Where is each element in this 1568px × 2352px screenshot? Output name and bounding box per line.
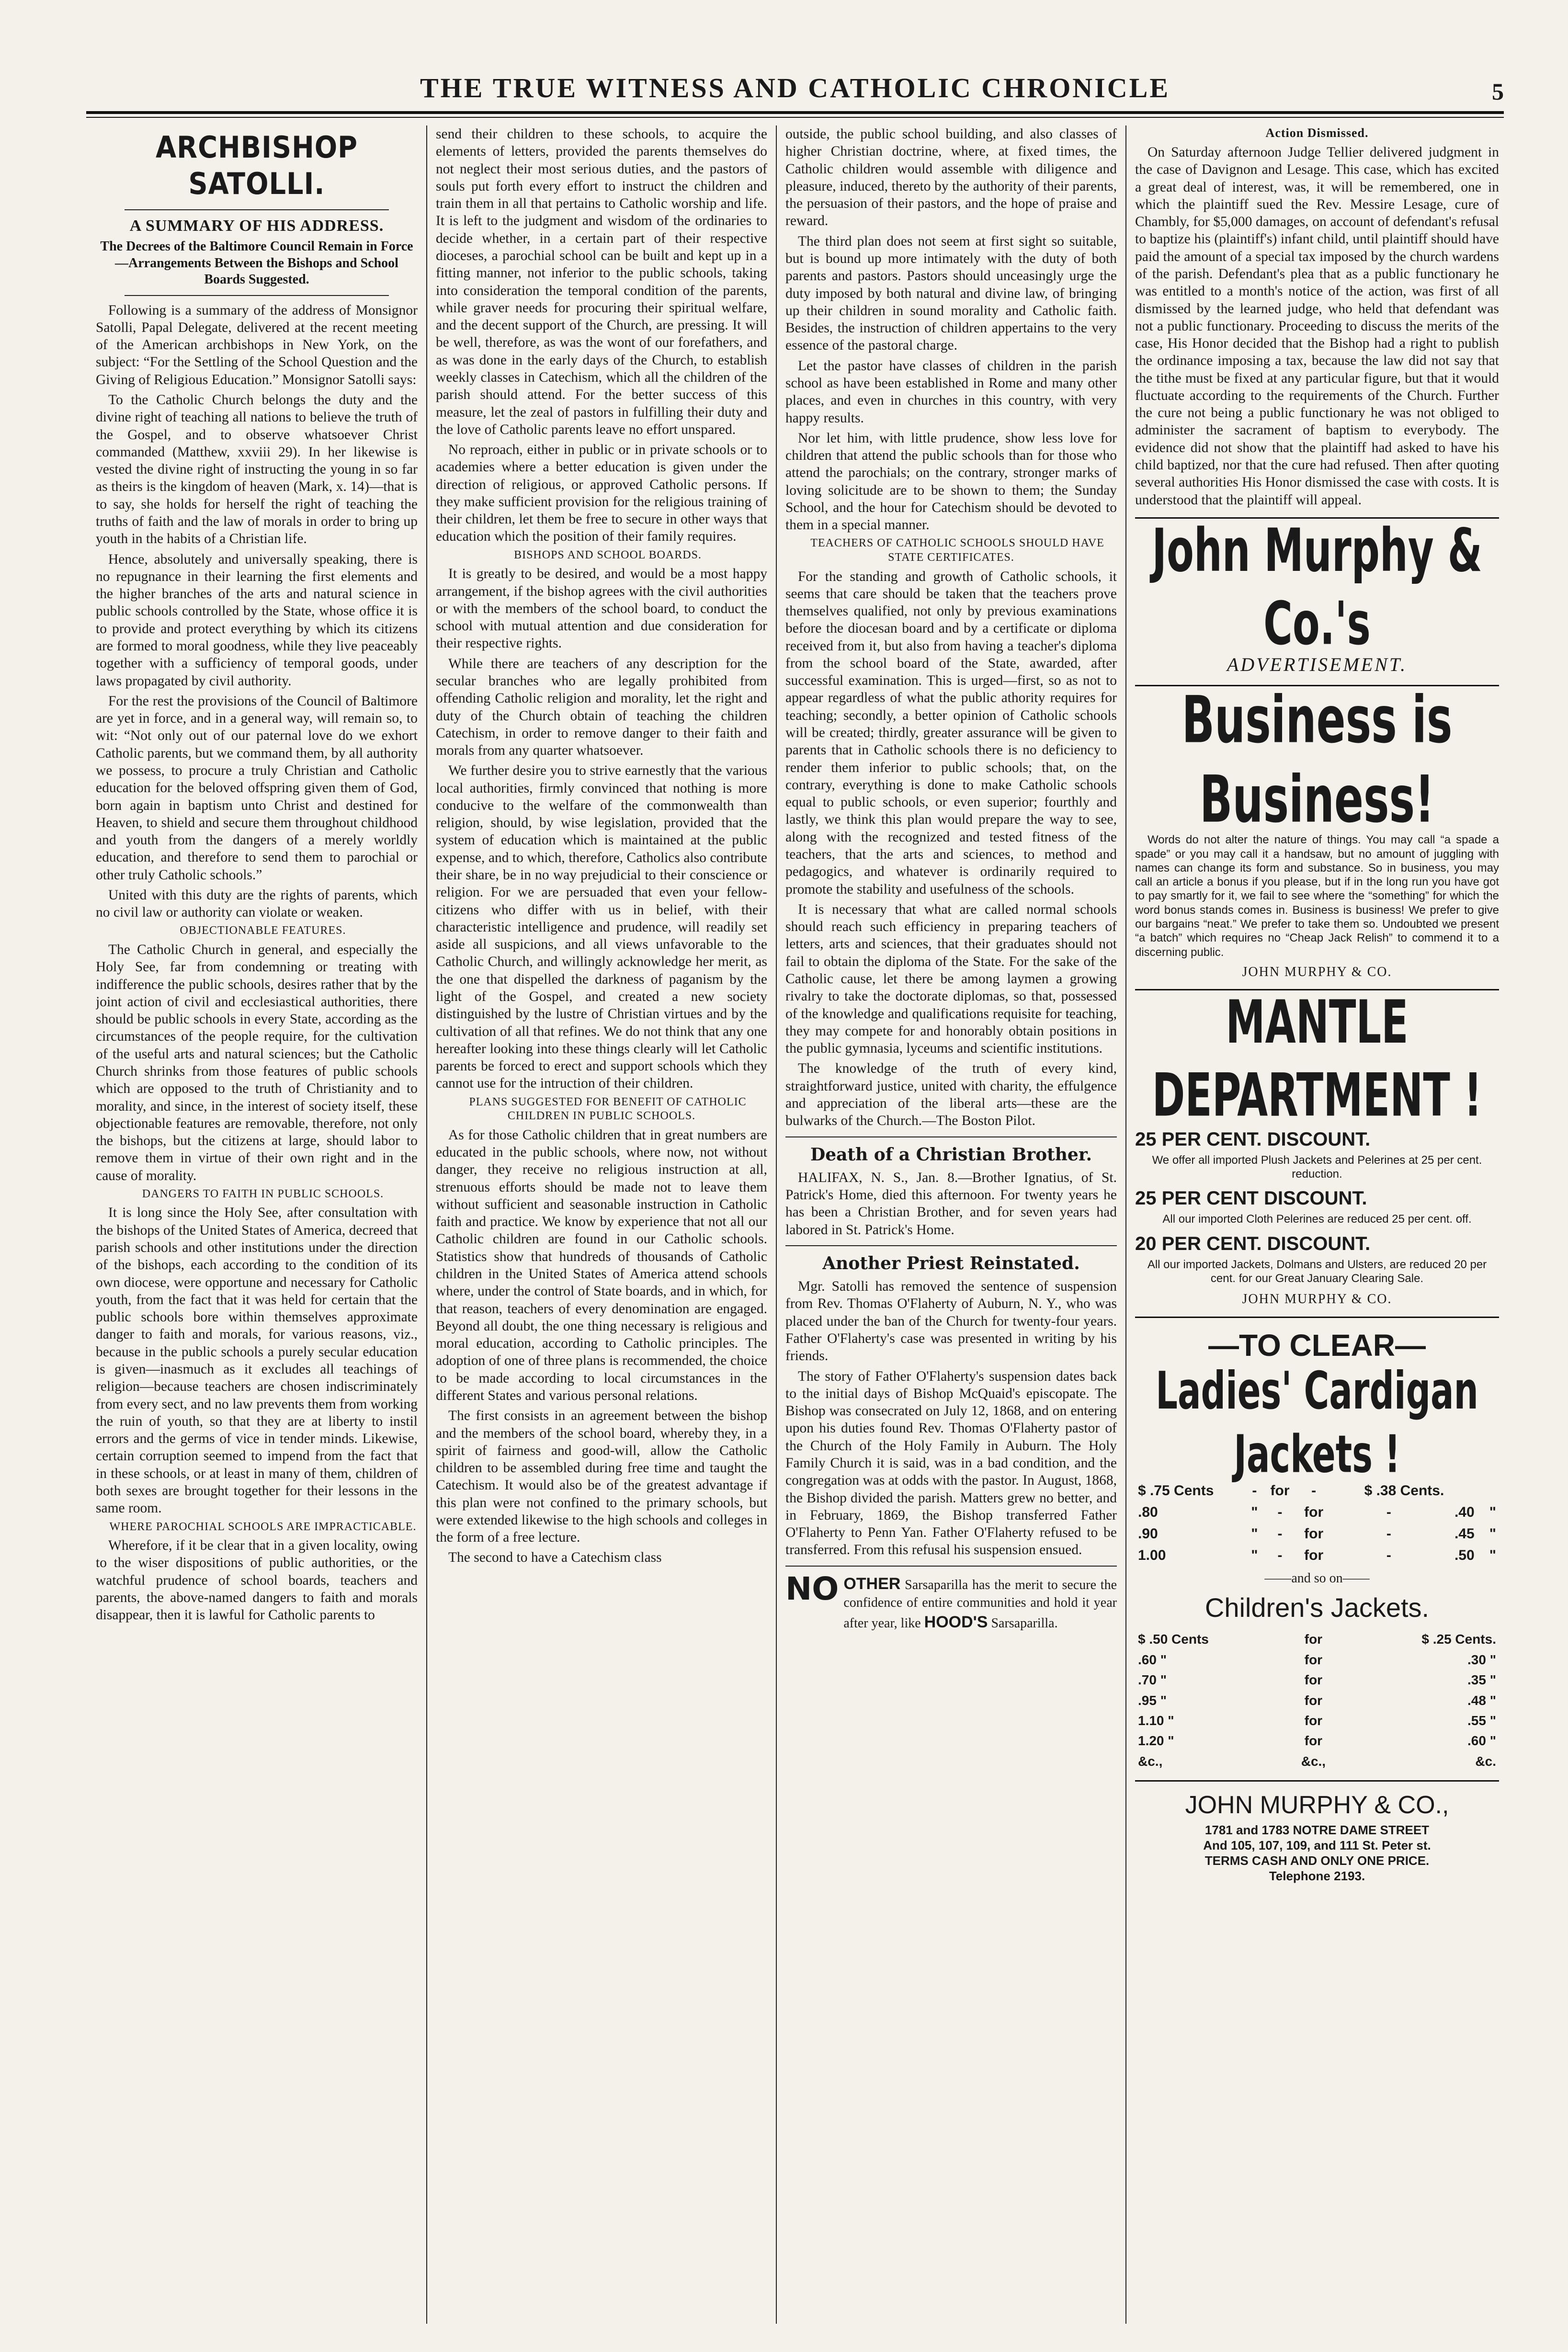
- price-cell: -: [1311, 1483, 1317, 1499]
- price-cell: for: [1304, 1652, 1323, 1667]
- ad-brand: HOOD'S: [924, 1613, 988, 1632]
- paragraph: HALIFAX, N. S., Jan. 8.—Brother Ignatius, of St. Patrick's Home, died this afternoon. For twenty years he has been a Christian Brother, and for seven years had labored in St. Patrick's Home.: [785, 1170, 1117, 1238]
- price-cell: for: [1304, 1504, 1324, 1521]
- paragraph: Hence, absolutely and universally speaking, there is no repugnance in their learning the first elements and the higher branches of the arts and natural science in public schools controlled by the State, whose office it is to provide and protect everything by which its citizens are formed to moral goodness, while they live peaceably together with a sufficiency of temporal goods, under laws propagated by civil authority.: [96, 551, 418, 689]
- paragraph: Nor let him, with little prudence, show less love for children that attend the public schools than for those who attend the parochials; on the contrary, stronger marks of loving solicitude are to be shown to them; the Sunday School, and the hour for Catechism should be devoted to them in a special manner.: [785, 430, 1117, 533]
- discount-text: All our imported Jackets, Dolmans and Ulsters, are reduced 20 per cent. for our Great January Clearing Sale.: [1147, 1258, 1487, 1285]
- paragraph: Following is a summary of the address of Monsignor Satolli, Papal Delegate, delivered at the recent meeting of the American archbishops in New York, on the subject: “For the Settling of the School Question and the Giving of Religious Education.” Monsignor Satolli says:: [96, 302, 418, 387]
- price-cell: for: [1304, 1672, 1323, 1688]
- price-cell: $ .38 Cents.: [1364, 1483, 1444, 1499]
- newspaper-title: THE TRUE WITNESS AND CATHOLIC CHRONICLE: [420, 72, 1170, 103]
- paragraph: United with this duty are the rights of parents, which no civil law or authority can violate or weaken.: [96, 887, 418, 920]
- murphy-ad: [1135, 516, 1499, 677]
- ad-text: Sarsaparilla has the merit to secure the confidence of entire communities and hold it year after year, like: [843, 1577, 1117, 1631]
- firm-name: JOHN MURPHY & CO.,: [1185, 1791, 1449, 1819]
- divider: [125, 209, 389, 210]
- price-cell: &c.,: [1301, 1753, 1326, 1769]
- article-deck: The Decrees of the Baltimore Council Remain in Force—Arrangements Between the Bishops and School Boards Suggested.: [100, 239, 413, 287]
- ad-initials: NO: [785, 1570, 839, 1607]
- price-cell: -: [1277, 1526, 1283, 1542]
- divider: [125, 295, 389, 296]
- price-cell: -: [1386, 1526, 1391, 1542]
- ad-title: Ladies' Cardigan Jackets !: [1156, 1360, 1478, 1485]
- paragraph: We further desire you to strive earnestly that the various local authorities, firmly convinced that nothing is more conducive to the welfare of the commonwealth than religion, should, by wise legislation, provided that the system of education which is maintained at the public expense, and to which, therefore, Catholics also contribute their share, be in no way prejudicial to their conscience or religion. For we are persuaded that even your fellow-citizens who differ with us in belief, with their characteristic intelligence and prudence, will readily set aside all suspicions, and all views unfavorable to the Catholic Church, and willingly acknowledge her merit, as the one that dispelled the darkness of paganism by the light of the Gospel, and created a new society distinguished by the lustre of Christian virtues and by the cultivation of all that refines. We do not think that any one hereafter looking into these things clearly will let Catholic parents be forced to erect and support schools which they cannot use for the intruction of their children.: [436, 763, 767, 1091]
- price-row: [1135, 1545, 1499, 1567]
- price-cell: &c.,: [1138, 1753, 1163, 1769]
- price-cell: $ .75 Cents: [1138, 1483, 1214, 1499]
- price-row: [1135, 1523, 1499, 1545]
- price-cell: .40: [1454, 1504, 1475, 1521]
- ad-keyword: OTHER: [843, 1574, 901, 1593]
- ladies-price-table: [1135, 1480, 1499, 1567]
- article-headline: Action Dismissed.: [1265, 126, 1369, 140]
- paragraph: The Catholic Church in general, and especially the Holy See, far from condemning or treating with indifference the public schools, desires rather that by the joint action of civil and ecclesiastical authorities, there should be public schools in every State, according as the circumstances of the people require, for the cultivation of the useful arts and natural sciences; but the Catholic Church shrinks from those features of public schools which are opposed to the truth of Christianity and to morality, and since, in the interest of society itself, these objectionable features are removable, therefore, not only the bishops, but the citizens at large, should labor to remove them in virtue of their own right and in the cause of morality.: [96, 942, 418, 1183]
- paragraph: For the rest the provisions of the Council of Baltimore are yet in force, and in a general way, will remain so, to wit: “Not only out of our paternal love do we exhort Catholic parents, but we command them, by all authority we possess, to procure a truly Christian and Catholic education for the beloved offspring given them of God, born again in baptism unto Christ and destined for Heaven, to shield and secure them throughout childhood and youth from the dangers of a merely worldly education, and therefore to send them to parochial or other truly Catholic schools.”: [96, 693, 418, 883]
- address-line: 1781 and 1783 NOTRE DAME STREET: [1204, 1823, 1430, 1838]
- price-cell: -: [1277, 1547, 1283, 1564]
- price-cell: .70 ": [1138, 1672, 1167, 1688]
- paragraph: As for those Catholic children that in great numbers are educated in the public schools, where now, not without danger, they receive no religious instruction at all, strenuous efforts should be made not to leave them without sufficient and seasonable instruction in Catholic faith and practice. We know by experience that not all our Catholic children are found in our Catholic schools. Statistics show that hundreds of thousands of Catholic children in the United States of America attend schools where, under the control of State boards, and in which, for that reason, teachers of every denomination are engaged. Beyond all doubt, the one thing necessary is religious and moral education, according to Catholic principles. The adoption of one of three plans is recommended, the choice to be made according to local circumstances in the different States and various personal relations.: [436, 1127, 767, 1403]
- price-cell: for: [1304, 1713, 1323, 1728]
- price-cell: .30 ": [1467, 1652, 1496, 1667]
- price-cell: -: [1252, 1483, 1257, 1499]
- ad-body: [843, 1573, 1117, 1633]
- and-so-on: ——and so on——: [1264, 1570, 1370, 1586]
- price-cell: .55 ": [1467, 1713, 1496, 1728]
- discount-heading: 25 PER CENT. DISCOUNT.: [1135, 1128, 1371, 1150]
- hoods-advertisement: [785, 1570, 1117, 1633]
- masthead-rule: [86, 111, 1504, 114]
- divider: [1135, 1780, 1499, 1782]
- column-rule: [1125, 125, 1126, 2324]
- column-1: [96, 125, 418, 2324]
- paragraph: On Saturday afternoon Judge Tellier delivered judgment in the case of Davignon and Lesage. This case, which has excited a great deal of interest, was, it will be remembered, one in which the plaintiff sued the Rev. Messire Lesage, cure of Chambly, for $5,000 damages, on account of defendant's refusal to baptize his (plaintiff's) infant child, until plaintiff should have paid the amount of a special tax imposed by the church wardens of the parish. Defendant's plea that as a public functionary he was entitled to a month's notice of the action, was first of all dismissed by the learned judge, who held that defendant was not a public functionary. Proceeding to discuss the merits of the case, His Honor decided that the Bishop had a right to publish the ordinance imposing a tax, because the law did not say that the tithe must be fixed at any particular figure, but that it would fluctuate according to the requirements of the Church. Further the cure not being a public functionary he was not obliged to administer the sacrament of baptism to everybody. The evidence did not show that the plaintiff had asked to have his child baptized, nor that the cure had refused. Then after quoting several authorities His Honor dismissed the case with costs. It is understood that the plaintiff will appeal.: [1135, 144, 1499, 508]
- column-3: [785, 125, 1117, 2324]
- ad-title: Business is Business!: [1182, 682, 1453, 838]
- section-heading: PLANS SUGGESTED FOR BENEFIT OF CATHOLIC CHILDREN IN PUBLIC SCHOOLS.: [469, 1095, 747, 1123]
- page-number: 5: [1492, 78, 1504, 105]
- price-cell: 1.00: [1138, 1547, 1166, 1564]
- discount-text: We offer all imported Plush Jackets and Pelerines at 25 per cent. reduction.: [1152, 1153, 1482, 1181]
- price-cell: .45: [1454, 1526, 1475, 1542]
- price-cell: 1.20 ": [1138, 1733, 1174, 1749]
- ad-title: John Murphy & Co.'s: [1152, 516, 1482, 659]
- divider: [785, 1566, 1117, 1567]
- price-cell: .50: [1454, 1547, 1475, 1564]
- article-subheadline: A SUMMARY OF HIS ADDRESS.: [129, 216, 384, 235]
- masthead-rule-thin: [86, 117, 1504, 118]
- price-row: [1135, 1751, 1499, 1772]
- discount-heading: 20 PER CENT. DISCOUNT.: [1135, 1233, 1371, 1254]
- price-cell: for: [1304, 1693, 1323, 1708]
- price-cell: for: [1304, 1526, 1324, 1542]
- price-cell: for: [1304, 1547, 1324, 1564]
- price-row: [1135, 1629, 1499, 1649]
- price-cell: .80: [1138, 1504, 1158, 1521]
- price-cell: for: [1270, 1483, 1290, 1499]
- price-cell: ": [1251, 1504, 1258, 1521]
- ad-heading: Children's Jackets.: [1204, 1592, 1430, 1623]
- address-line: And 105, 107, 109, and 111 St. Peter st.: [1203, 1838, 1431, 1853]
- address-line: Telephone 2193.: [1269, 1869, 1365, 1884]
- price-cell: .35 ": [1467, 1672, 1496, 1688]
- price-cell: for: [1304, 1733, 1323, 1749]
- price-cell: .95 ": [1138, 1693, 1167, 1708]
- section-heading: OBJECTIONABLE FEATURES.: [180, 924, 346, 937]
- column-rule: [776, 125, 777, 2324]
- paragraph: The second to have a Catechism class: [448, 1550, 662, 1566]
- signature: JOHN MURPHY & CO.: [1242, 964, 1392, 979]
- paragraph: While there are teachers of any description for the secular branches who are legally prohibited from offending Catholic religion and morality, let the right and duty of the Church obtain of teaching the children Catechism, in order to remove danger to their faith and morals from any quarter whatsoever.: [436, 656, 767, 759]
- divider: [1135, 1317, 1499, 1318]
- paragraph: The story of Father O'Flaherty's suspension dates back to the initial days of Bishop McQuaid's episcopate. The Bishop was consecrated on July 12, 1868, and on entering upon his duties found Rev. Thomas O'Flaherty pastor of the Church of the Holy Family in Auburn. The Holy Family Church it is said, was in a bad condition, and the congregation was at odds with the pastor. In August, 1868, the Bishop divided the parish. Matters grew no better, and in February, 1869, the Bishop transferred Father O'Flaherty to Penn Yan. Father O'Flaherty refused to be transferred. From this refusal his suspension ensued.: [785, 1368, 1117, 1558]
- price-cell: .60 ": [1467, 1733, 1496, 1749]
- paragraph: No reproach, either in public or in private schools or to academies where a better education is given under the direction of religious, or approved Catholic persons. If they make sufficient provision for the religious training of their children, let them be free to secure in other ways that education which the position of their family requires.: [436, 442, 767, 545]
- paragraph: The first consists in an agreement between the bishop and the members of the school board, whereby they, in a spirit of fairness and good-will, allow the Catholic children to be assembled during free time and taught the Catechism. It would also be of the greatest advantage if this plan were not confined to the primary schools, but were extended likewise to the high schools and colleges in the form of a free lecture.: [436, 1408, 767, 1545]
- section-heading: WHERE PAROCHIAL SCHOOLS ARE IMPRACTICABLE.: [109, 1520, 417, 1533]
- paragraph: It is necessary that what are called normal schools should reach such efficiency in preparing teachers of letters, arts and sciences, that their graduates should not fail to obtain the diploma of the State. For the sake of the Catholic cause, let there be among laymen a growing rivalry to take the doctorate diplomas, so that, possessed of the knowledge and qualifications requisite for teaching, they may compete for and honorably obtain positions in the public gymnasia, lyceums and scientific institutions.: [785, 901, 1117, 1057]
- price-cell: ": [1489, 1547, 1496, 1564]
- price-cell: $ .25 Cents.: [1421, 1632, 1496, 1647]
- price-row: [1135, 1650, 1499, 1670]
- discount-text: All our imported Cloth Pelerines are reduced 25 per cent. off.: [1162, 1213, 1472, 1226]
- price-cell: 1.10 ": [1138, 1713, 1174, 1728]
- section-heading: TEACHERS OF CATHOLIC SCHOOLS SHOULD HAVE STATE CERTIFICATES.: [810, 537, 1104, 564]
- price-cell: ": [1489, 1504, 1496, 1521]
- divider: [785, 1136, 1117, 1137]
- price-row: [1135, 1711, 1499, 1731]
- discount-heading: 25 PER CENT DISCOUNT.: [1135, 1188, 1367, 1209]
- column-4: [1135, 125, 1499, 2324]
- ad-text: Words do not alter the nature of things. You may call “a spade a spade” or you may call it a handsaw, but no amount of juggling with names can change its form and substance. So in business, you may call an article a bonus if you please, but if in the long run you have got to pay smartly for it, we fail to see where the “something” for which the word bonus stands comes in. Business is business! We prefer to give our bargains “neat.” We prefer to take them so. Undoubted we present “a batch” which requires no “Cheap Jack Relish” to commend it to a discerning public.: [1135, 833, 1499, 959]
- price-cell: ": [1251, 1547, 1258, 1564]
- ad-subtitle: ADVERTISEMENT.: [1227, 654, 1408, 676]
- address-line: TERMS CASH AND ONLY ONE PRICE.: [1204, 1853, 1430, 1868]
- paragraph: Mgr. Satolli has removed the sentence of suspension from Rev. Thomas O'Flaherty of Auburn, N. Y., who was placed under the ban of the Church for twenty-four years. Father O'Flaherty's case was presented in writing by his friends.: [785, 1279, 1117, 1364]
- paragraph: send their children to these schools, to acquire the elements of letters, provided the parents themselves do not neglect their most serious duties, and the pastors of souls put forth every effort to instruct the children and train them in all that pertains to Catholic worship and life. It is left to the judgment and wisdom of the ordinaries to decide whether, in a certain part of their respective dioceses, a parochial school can be built and kept up in a fitting manner, not inferior to the public schools, taking into consideration the temporal condition of the parents, while graver needs for procuring their spiritual welfare, and the decent support of the Church, are pressing. It will be well, therefore, as was the wont of our forefathers, and as was done in the early days of the Church, to establish weekly classes in Catechism, which all the children of the parish should attend. For the better success of this measure, let the zeal of pastors in fulfilling their duty and the love of Catholic parents leave no effort unspared.: [436, 126, 767, 437]
- price-cell: for: [1304, 1632, 1323, 1647]
- price-cell: ": [1251, 1526, 1258, 1542]
- paragraph: It is long since the Holy See, after consultation with the bishops of the United States of America, decreed that parish schools and other institutions under the direction of the bishops, each according to the condition of its own diocese, were opportune and necessary for Catholic youth, from the fact that it was held for certain that the public schools bore within themselves approximate danger to faith and morals, for various reasons, viz., because in the public schools a purely secular education is given—inasmuch as it excludes all teachings of religion—because teachers are chosen indiscriminately from every sect, and no law prevents them from working the ruin of youth, so that they are at liberty to instil errors and the germs of vice in tender minds. Likewise, certain corruption seemed to impend from the fact that in these schools, or at least in many of them, children of both sexes are brought together for their lessons in the same room.: [96, 1205, 418, 1516]
- price-cell: ": [1489, 1526, 1496, 1542]
- section-heading: DANGERS TO FAITH IN PUBLIC SCHOOLS.: [142, 1187, 384, 1200]
- divider: [785, 1245, 1117, 1246]
- paragraph: The knowledge of the truth of every kind, straightforward justice, united with charity, the effulgence and appreciation of the liberal arts—these are the bulwarks of the Church.—The Boston Pilot.: [785, 1061, 1117, 1129]
- column-2: [436, 125, 767, 2324]
- paragraph: Wherefore, if it be clear that in a given locality, owing to the wiser dispositions of public authorities, or the watchful prudence of school boards, teachers and parents, the above-named dangers to faith and morals disappear, then it is lawful for Catholic parents to: [96, 1538, 418, 1623]
- price-row: [1135, 1502, 1499, 1523]
- paragraph: Let the pastor have classes of children in the parish school as have been established in Rome and many other places, and even in churches in this country, with very happy results.: [785, 358, 1117, 426]
- ad-text: Sarsaparilla.: [991, 1616, 1058, 1631]
- column-rule: [426, 125, 427, 2324]
- price-cell: .48 ": [1467, 1693, 1496, 1708]
- price-cell: &c.: [1475, 1753, 1496, 1769]
- paragraph: It is greatly to be desired, and would be a most happy arrangement, if the bishop agrees with the civil authorities or with the members of the school board, to conduct the school with mutual attention and due consideration for their respective rights.: [436, 566, 767, 651]
- paragraph: The third plan does not seem at first sight so suitable, but is bound up more intimately with the duty of both parents and pastors. Pastors should unceasingly urge the duty imposed by both natural and divine law, of bringing up their children in sound morality and Catholic faith. Besides, the instruction of children appertains to the very essence of the pastoral charge.: [785, 233, 1117, 353]
- price-cell: .60 ": [1138, 1652, 1167, 1667]
- ad-title: MANTLE DEPARTMENT !: [1152, 988, 1482, 1130]
- price-cell: -: [1277, 1504, 1283, 1521]
- price-row: [1135, 1691, 1499, 1711]
- price-cell: -: [1386, 1547, 1391, 1564]
- ad-heading: —TO CLEAR—: [1208, 1328, 1426, 1363]
- price-cell: $ .50 Cents: [1138, 1632, 1209, 1647]
- article-headline: Another Priest Reinstated.: [822, 1253, 1080, 1273]
- section-heading: BISHOPS AND SCHOOL BOARDS.: [514, 548, 702, 561]
- article-headline: ARCHBISHOP SATOLLI.: [155, 130, 358, 202]
- children-price-table: [1135, 1629, 1499, 1772]
- article-headline: Death of a Christian Brother.: [810, 1144, 1092, 1165]
- paragraph: For the standing and growth of Catholic schools, it seems that care should be taken that the teachers prove themselves qualified, not only by previous examinations before the diocesan board and by a certificate or diploma received from it, but also from having a teacher's diploma from the school board of the State, awarded, after successful examination. This is urged—first, so as not to appear regardless of what the public athority requires for teaching; secondly, a better opinion of Catholic schools will be created; thirdly, greater assurance will be given to parents that in Catholic schools there is no deficiency to render them inferior to public schools; that, on the contrary, everything is done to make Catholic schools equal to public schools, or even superior; fourthly and lastly, we think this plan would prepare the way to see, along with the recognized and tested fitness of the teachers, that the arts and sciences, to method and pedagogics, and whatever is ordinarily required to promote the stability and usefulness of the schools.: [785, 568, 1117, 897]
- price-row: [1135, 1731, 1499, 1751]
- price-row: [1135, 1670, 1499, 1690]
- price-cell: .90: [1138, 1526, 1158, 1542]
- paragraph: outside, the public school building, and also classes of higher Christian doctrine, where, at fixed times, the Catholic children would assemble with diligence and pleasure, induced, thereto by the authority of their parents, the persuasion of their pastors, and the hope of praise and reward.: [785, 126, 1117, 229]
- price-cell: -: [1386, 1504, 1391, 1521]
- signature: JOHN MURPHY & CO.: [1242, 1292, 1392, 1307]
- paragraph: To the Catholic Church belongs the duty and the divine right of teaching all nations to believe the truth of the Gospel, and to observe whatsoever Christ commanded (Matthew, xxviii 29). In her likewise is vested the divine right of instructing the young in so far as theirs is the kingdom of heaven (Mark, x. 14)—that is to say, she holds for herself the right of teaching the truths of faith and the law of morals in order to bring up youth in the habits of a Christian life.: [96, 392, 418, 547]
